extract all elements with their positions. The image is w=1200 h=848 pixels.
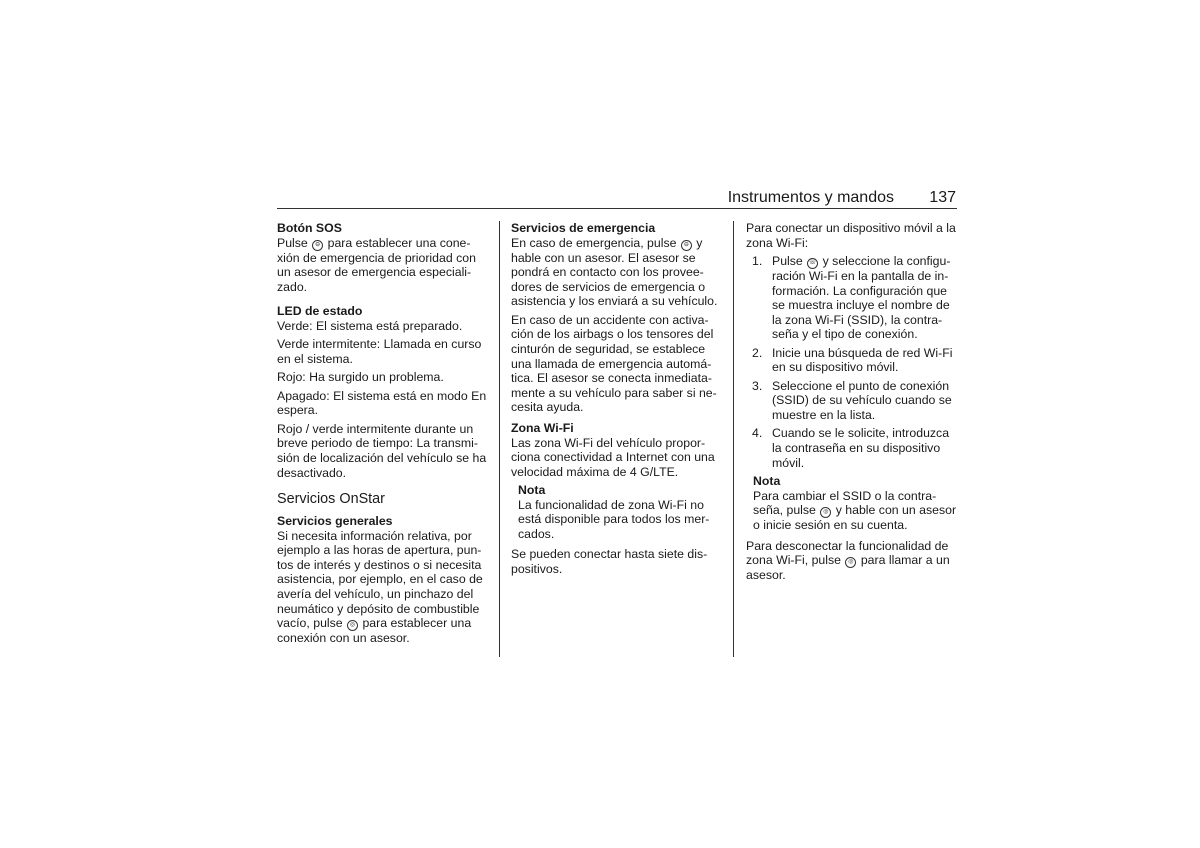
note-heading: Nota (518, 483, 546, 498)
led-section (277, 304, 489, 480)
sos-button-icon: ⊖ (312, 240, 323, 251)
led-item: Rojo / verde intermitente durante un breve periodo de tiempo: La transmi- sión de localización del vehículo se ha desactivado. (277, 421, 487, 480)
emergency-heading: Servicios de emergencia (511, 221, 656, 235)
column-divider (733, 221, 734, 657)
emergency-paragraph: En caso de emergencia, pulse ⊖ y hable con un asesor. El asesor se pondrá en contacto con los provee- dores de servicios de emergencia o asistencia y los enviará a su vehículo. (511, 235, 718, 309)
general-services-heading: Servicios generales (277, 514, 393, 529)
connect-steps (746, 254, 958, 470)
onstar-button-icon: ◎ (820, 507, 831, 518)
step-item: 2. Inicie una búsqueda de red Wi-Fi en su dispositivo móvil. (752, 345, 953, 375)
step-item: 1. Pulse ☏ y seleccione la configu- ración Wi-Fi en la pantalla de in- formación. La configuración que se muestra incluye el nombre de la zona Wi-Fi (SSID), la contra- seña y el tipo de conexión. (752, 253, 951, 342)
emergency-paragraph-2: En caso de un accidente con activa- ción de los airbags o los tensores del cinturón de seguridad, se establece una llamada de emergencia automá- tica. El asesor se conecta inmediata- mente a su vehículo para saber si ne- cesita ayuda. (511, 312, 717, 415)
connect-intro: Para conectar un dispositivo móvil a la zona Wi-Fi: (746, 221, 956, 250)
header-divider (277, 208, 957, 209)
step-item: 4. Cuando se le solicite, introduzca la contraseña en su dispositivo móvil. (752, 426, 950, 470)
onstar-button-icon: ◎ (347, 620, 358, 631)
led-item: Rojo: Ha surgido un problema. (277, 370, 444, 385)
led-item: Verde intermitente: Llamada en curso en el sistema. (277, 337, 482, 366)
section-title: Instrumentos y mandos (727, 189, 894, 206)
disconnect-paragraph: Para desconectar la funcionalidad de zona Wi-Fi, pulse ◎ para llamar a un asesor. (746, 538, 950, 583)
note-heading: Nota (753, 474, 781, 489)
note-text: Para cambiar el SSID o la contra- seña, pulse ◎ y hable con un asesor o inicie sesión en su cuenta. (753, 488, 957, 533)
onstar-button-icon: ◎ (845, 557, 856, 568)
column-divider (499, 221, 500, 657)
onstar-heading: Servicios OnStar (277, 491, 385, 508)
column-left (277, 221, 489, 650)
voice-button-icon: ☏ (807, 258, 818, 269)
led-item: Apagado: El sistema está en modo En espera. (277, 388, 487, 418)
led-heading: LED de estado (277, 304, 363, 319)
sos-paragraph: Pulse ⊖ para establecer una cone- xión de emergencia de prioridad con un asesor de emergencia especiali- zado. (277, 235, 476, 294)
note-box (753, 474, 958, 533)
column-middle (511, 221, 723, 580)
column-right (746, 221, 958, 587)
general-services-paragraph: Si necesita información relativa, por ejemplo a las horas de apertura, pun- tos de interés y destinos o si necesita asistencia, por ejemplo, en el caso de avería del vehículo, un pinchazo del neumático y depósito de combustible vacío, pulse ◎ para establecer una conexión con un asesor. (277, 528, 483, 646)
sos-button-icon: ⊖ (681, 240, 692, 251)
wifi-paragraph: Las zona Wi-Fi del vehículo propor- ciona conectividad a Internet con una velocidad máxima de 4 G/LTE. (511, 435, 715, 479)
wifi-devices-paragraph: Se pueden conectar hasta siete dis- positivos. (511, 547, 708, 577)
sos-heading: Botón SOS (277, 221, 342, 235)
wifi-heading: Zona Wi-Fi (511, 420, 574, 435)
step-item: 3. Seleccione el punto de conexión (SSID) de su vehículo cuando se muestre en la lista. (752, 378, 952, 422)
note-text: La funcionalidad de zona Wi-Fi no está disponible para todos los mer- cados. (518, 497, 710, 541)
sos-section (277, 221, 489, 294)
led-item: Verde: El sistema está preparado. (277, 318, 463, 333)
page-number: 137 (929, 189, 956, 206)
note-box (518, 483, 723, 541)
